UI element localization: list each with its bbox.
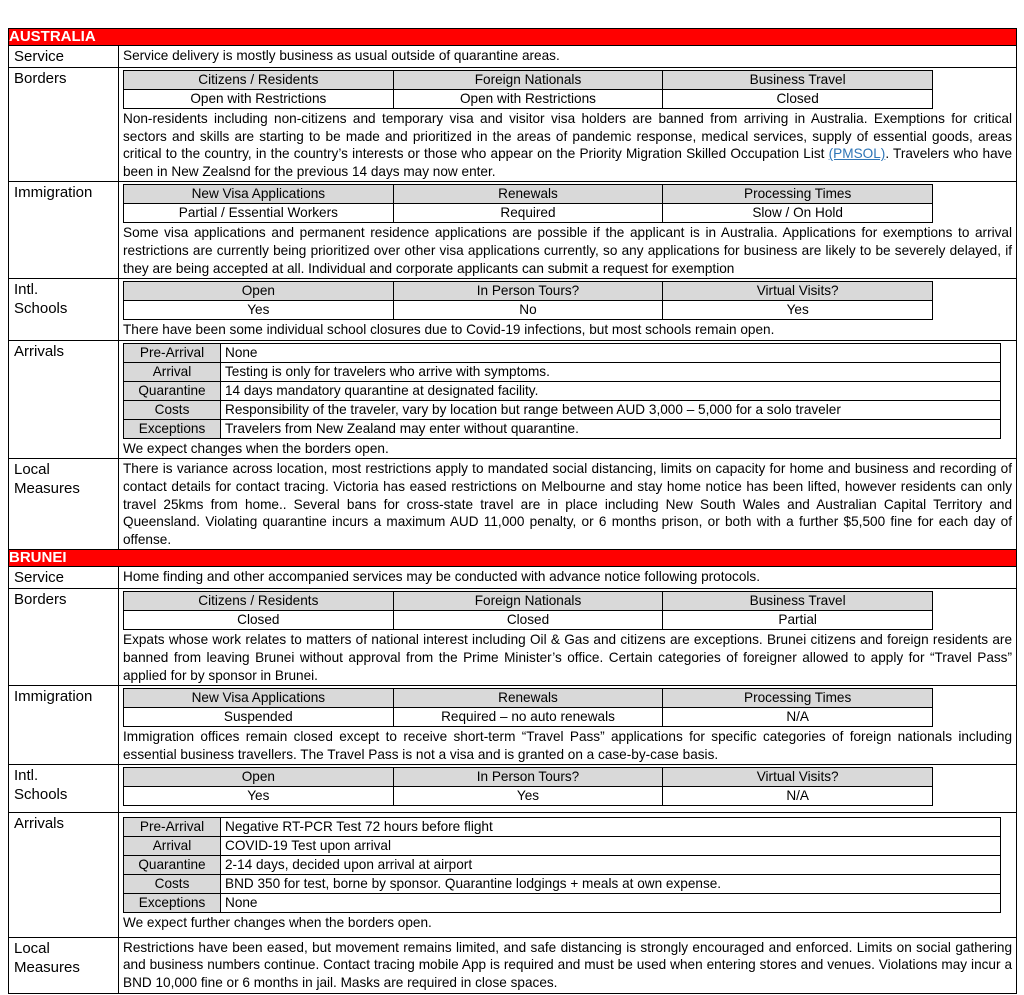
- status-value: Yes: [124, 787, 394, 806]
- arrival-value: None: [221, 343, 1001, 362]
- column-header: Processing Times: [663, 185, 933, 204]
- borders-row: [9, 589, 1017, 686]
- immigration-cell: [119, 182, 1017, 279]
- borders-text-main: Non-residents including non-citizens and temporary visa and visitor visa holders are banned from arriving in Australia. Exemptions for critical sectors and skills are starting to be made and prioritized in the areas of pandemic response, medical services, supply of essential goods, areas critical to the country, in the country’s interests or those who appear on the Priority Migration Skilled Occupation List: [123, 111, 1013, 162]
- column-header: New Visa Applications: [124, 185, 394, 204]
- row-label-line: Intl.: [14, 767, 39, 785]
- borders-text-tail: . Travelers who have been in New Zealsnd for the previous 14 days may now enter.: [123, 146, 1012, 179]
- service-text: Service delivery is mostly business as usual outside of quarantine areas.: [119, 46, 1017, 68]
- column-header: Foreign Nationals: [393, 71, 663, 90]
- borders-status-table: [123, 70, 933, 109]
- arrival-value: 2-14 days, decided upon arrival at airport: [221, 856, 1001, 875]
- arrivals-table: [123, 343, 1001, 439]
- column-header: Business Travel: [663, 592, 933, 611]
- service-text: Home finding and other accompanied services may be conducted with advance notice following protocols.: [119, 567, 1017, 589]
- row-label-line: Local: [14, 461, 50, 479]
- column-header: In Person Tours?: [393, 768, 663, 787]
- borders-status-table: [123, 591, 933, 630]
- schools-text: There have been some individual school closures due to Covid-19 infections, but most schools remain open.: [123, 322, 775, 338]
- status-value: Partial: [663, 611, 933, 630]
- arrival-key: Costs: [124, 875, 221, 894]
- row-label-line: Schools: [14, 786, 68, 804]
- column-header: Virtual Visits?: [663, 282, 933, 301]
- status-value: Closed: [393, 611, 663, 630]
- arrival-key: Exceptions: [124, 419, 221, 438]
- status-value: Suspended: [124, 708, 394, 727]
- row-label-line: Schools: [14, 300, 68, 318]
- borders-cell: [119, 68, 1017, 182]
- status-value: Yes: [124, 301, 394, 320]
- spacer: [123, 807, 1012, 811]
- status-value: Required – no auto renewals: [393, 708, 663, 727]
- travel-restrictions-document: [8, 28, 1016, 994]
- country-header-row: [9, 29, 1017, 46]
- country-header-row: [9, 550, 1017, 567]
- status-value: Required: [393, 204, 663, 223]
- row-label: Service: [9, 46, 119, 68]
- row-label: [9, 279, 119, 341]
- arrival-value: Testing is only for travelers who arrive with symptoms.: [221, 362, 1001, 381]
- local-measures-row: [9, 459, 1017, 550]
- borders-row: [9, 68, 1017, 182]
- pmsol-link[interactable]: (PMSOL): [828, 146, 886, 162]
- status-value: Yes: [663, 301, 933, 320]
- arrival-value: Travelers from New Zealand may enter without quarantine.: [221, 419, 1001, 438]
- row-label-line: Intl.: [14, 281, 39, 299]
- column-header: Foreign Nationals: [393, 592, 663, 611]
- country-name: BRUNEI: [9, 550, 1017, 567]
- local-measures-row: [9, 937, 1017, 993]
- column-header: Citizens / Residents: [124, 71, 394, 90]
- status-value: Closed: [124, 611, 394, 630]
- column-header: Virtual Visits?: [663, 768, 933, 787]
- column-header: In Person Tours?: [393, 282, 663, 301]
- borders-text: [123, 110, 1012, 180]
- column-header: Renewals: [393, 689, 663, 708]
- status-value: N/A: [663, 787, 933, 806]
- borders-text-main: Expats whose work relates to matters of national interest including Oil & Gas and citizens are exceptions. Brunei citizens and foreign residents are banned from leaving Brunei without approval from the Prime Minister’s office. Certain categories of foreigner allowed to apply for “Travel Pass” applied for by sponsor in Brunei.: [123, 632, 1013, 683]
- column-header: Processing Times: [663, 689, 933, 708]
- immigration-row: [9, 686, 1017, 765]
- status-value: Partial / Essential Workers: [124, 204, 394, 223]
- service-row: [9, 567, 1017, 589]
- status-value: Open with Restrictions: [393, 90, 663, 109]
- row-label: Service: [9, 567, 119, 589]
- row-label: Borders: [9, 68, 119, 182]
- row-label-line: Measures: [14, 958, 80, 976]
- row-label: Immigration: [9, 182, 119, 279]
- schools-row: [9, 765, 1017, 813]
- arrival-key: Exceptions: [124, 894, 221, 913]
- arrivals-row: [9, 340, 1017, 459]
- arrival-key: Costs: [124, 400, 221, 419]
- row-label: [9, 459, 119, 550]
- row-label: Borders: [9, 589, 119, 686]
- schools-status-table: [123, 767, 933, 806]
- arrival-value: Responsibility of the traveler, vary by location but range between AUD 3,000 – 5,000 for a solo traveler: [221, 400, 1001, 419]
- schools-cell: [119, 765, 1017, 813]
- service-row: [9, 46, 1017, 68]
- arrivals-cell: [119, 340, 1017, 459]
- column-header: Open: [124, 768, 394, 787]
- column-header: Business Travel: [663, 71, 933, 90]
- arrivals-table: [123, 817, 1001, 913]
- row-label-line: Local: [14, 939, 50, 957]
- immigration-text: Immigration offices remain closed except to receive short-term “Travel Pass” applications for specific categories of foreign nationals including essential business travellers. The Travel Pass is not a visa and is granted on a case-by-case basis.: [123, 729, 1013, 762]
- arrival-value: None: [221, 894, 1001, 913]
- row-label: Arrivals: [9, 813, 119, 938]
- schools-status-table: [123, 281, 933, 320]
- arrivals-note: We expect changes when the borders open.: [123, 440, 389, 456]
- column-header: New Visa Applications: [124, 689, 394, 708]
- row-label: Immigration: [9, 686, 119, 765]
- country-table: [8, 28, 1017, 994]
- immigration-cell: [119, 686, 1017, 765]
- row-label: [9, 765, 119, 813]
- immigration-status-table: [123, 184, 933, 223]
- schools-cell: [119, 279, 1017, 341]
- status-value: Open with Restrictions: [124, 90, 394, 109]
- status-value: Yes: [393, 787, 663, 806]
- arrival-key: Arrival: [124, 837, 221, 856]
- borders-cell: [119, 589, 1017, 686]
- column-header: Open: [124, 282, 394, 301]
- column-header: Renewals: [393, 185, 663, 204]
- schools-row: [9, 279, 1017, 341]
- immigration-row: [9, 182, 1017, 279]
- row-label: [9, 937, 119, 993]
- immigration-status-table: [123, 688, 933, 727]
- local-measures-text: Restrictions have been eased, but movement remains limited, and safe distancing is strongly encouraged and enforced. Limits on social gathering and business numbers continue. Contact tracing mobile App is required and must be used when entering stores and venues. Violations may incur a BND 10,000 fine or 6 months in jail. Masks are required in close spaces.: [119, 937, 1017, 993]
- arrival-key: Pre-Arrival: [124, 343, 221, 362]
- arrivals-cell: [119, 813, 1017, 938]
- arrival-key: Quarantine: [124, 856, 221, 875]
- status-value: Slow / On Hold: [663, 204, 933, 223]
- arrival-value: Negative RT-PCR Test 72 hours before flight: [221, 818, 1001, 837]
- country-name: AUSTRALIA: [9, 29, 1017, 46]
- arrival-key: Arrival: [124, 362, 221, 381]
- arrival-value: COVID-19 Test upon arrival: [221, 837, 1001, 856]
- arrival-key: Pre-Arrival: [124, 818, 221, 837]
- column-header: Citizens / Residents: [124, 592, 394, 611]
- status-value: No: [393, 301, 663, 320]
- arrivals-row: [9, 813, 1017, 938]
- status-value: N/A: [663, 708, 933, 727]
- row-label: Arrivals: [9, 340, 119, 459]
- arrival-value: BND 350 for test, borne by sponsor. Quarantine lodgings + meals at own expense.: [221, 875, 1001, 894]
- status-value: Closed: [663, 90, 933, 109]
- arrivals-note: We expect further changes when the borders open.: [123, 915, 432, 931]
- borders-text: [123, 631, 1012, 684]
- row-label-line: Measures: [14, 480, 80, 498]
- arrival-value: 14 days mandatory quarantine at designated facility.: [221, 381, 1001, 400]
- arrival-key: Quarantine: [124, 381, 221, 400]
- local-measures-text: There is variance across location, most restrictions apply to mandated social distancing, limits on capacity for home and business and recording of contact details for contact tracing. Victoria has eased restrictions on Melbourne and stay home notice has been lifted, however residents can only travel 25kms from home.. Several bans for cross-state travel are in place including New South Wales and Australian Capital Territory and Queensland. Violating quarantine incurs a maximum AUD 11,000 penalty, or 6 months prison, or both with a further $5,500 fine for each day of offense.: [119, 459, 1017, 550]
- immigration-text: Some visa applications and permanent residence applications are possible if the applicant is in Australia. Applications for exemptions to arrival restrictions are currently being prioritized over other visa applications currently, so any applications for business are likely to be severely delayed, if they are being accepted at all. Individual and corporate applicants can submit a request for exemption: [123, 225, 1013, 276]
